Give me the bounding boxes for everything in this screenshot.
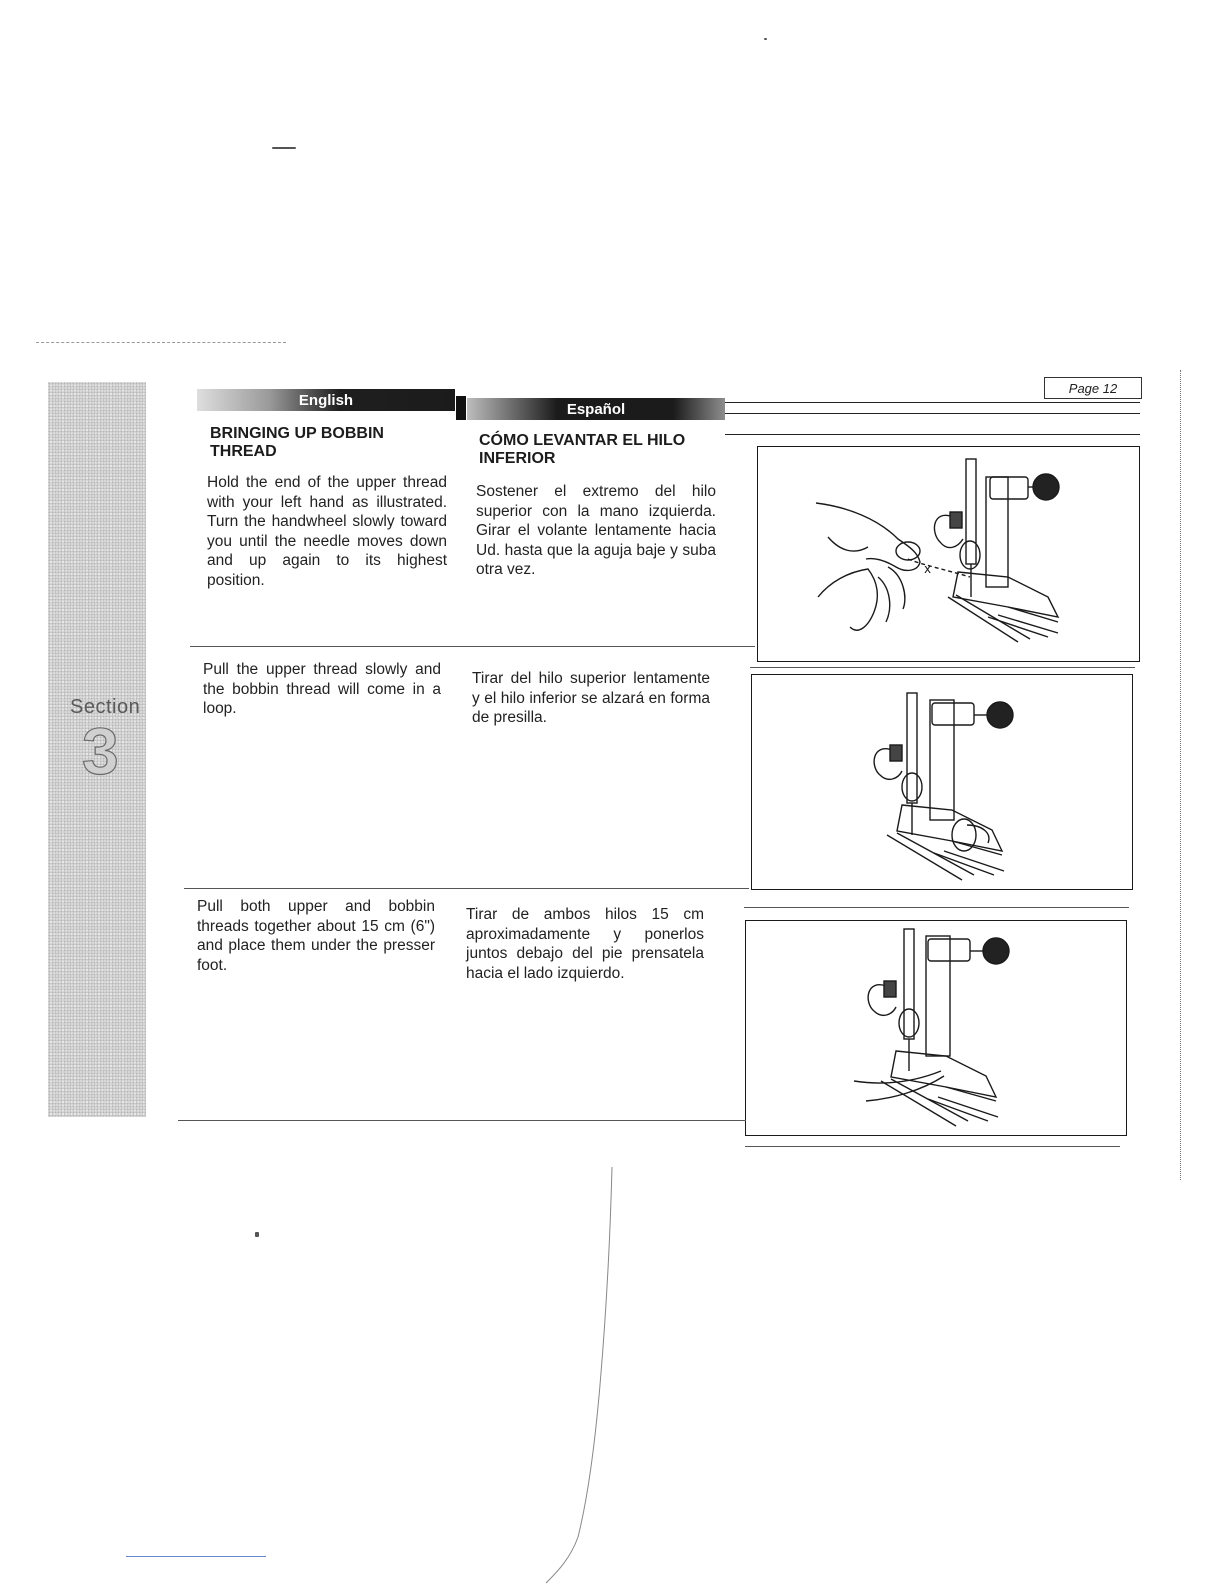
header-rule — [725, 413, 1140, 414]
spanish-column-header: Español — [467, 398, 725, 420]
scan-speck — [255, 1232, 259, 1237]
section-number: 3 — [82, 714, 119, 788]
step2-illustration — [751, 674, 1133, 890]
english-column-header: English — [197, 389, 455, 411]
step-divider — [184, 888, 749, 889]
step1-illustration — [757, 446, 1140, 662]
header-rule — [725, 402, 1140, 403]
section-label: Section — [70, 696, 141, 718]
step-divider — [744, 907, 1129, 908]
step-divider — [750, 667, 1135, 668]
scan-speck — [272, 147, 296, 149]
step2-spanish-text: Tirar del hilo superior lentamente y el hilo inferior se alzará en forma de presilla. — [472, 670, 710, 727]
bottom-rule — [178, 1120, 746, 1121]
scan-blue-line — [126, 1556, 266, 1557]
scan-speck — [764, 38, 767, 40]
bottom-rule — [745, 1146, 1120, 1147]
scan-stray-line — [540, 1165, 620, 1585]
step1-english-title: BRINGING UP BOBBIN THREAD — [210, 425, 384, 460]
step3-spanish-text: Tirar de ambos hilos 15 cm aproximadamente y ponerlos juntos debajo del pie prensatela hacia el lado izquierdo. — [466, 906, 704, 982]
step1-english-text: Hold the end of the upper thread with your left hand as illustrated. Turn the handwheel slowly toward you until the needle moves down and up again to its highest position. — [207, 474, 447, 589]
svg-text:x: x — [924, 562, 932, 576]
step3-english-text: Pull both upper and bobbin threads together about 15 cm (6") and place them under the presser foot. — [197, 898, 435, 974]
step3-illustration — [745, 920, 1127, 1136]
step1-spanish-title: CÓMO LEVANTAR EL HILO INFERIOR — [479, 432, 686, 467]
header-rule — [725, 434, 1140, 435]
page-number: Page 12 — [1044, 377, 1142, 399]
header-separator — [456, 396, 466, 420]
sewing-machine-hand-icon — [758, 447, 1139, 661]
sewing-machine-loop-icon — [752, 675, 1132, 889]
step1-spanish-text: Sostener el extremo del hilo superior con la mano izquierda. Girar el volante lentamente hacia Ud. hasta que la aguja baje y suba otra vez. — [476, 483, 716, 579]
scan-dash-line — [36, 342, 286, 343]
step-divider — [190, 646, 755, 647]
step2-english-text: Pull the upper thread slowly and the bobbin thread will come in a loop. — [203, 661, 441, 718]
sewing-machine-threads-under-foot-icon — [746, 921, 1126, 1135]
scan-edge-line — [1180, 370, 1183, 1180]
